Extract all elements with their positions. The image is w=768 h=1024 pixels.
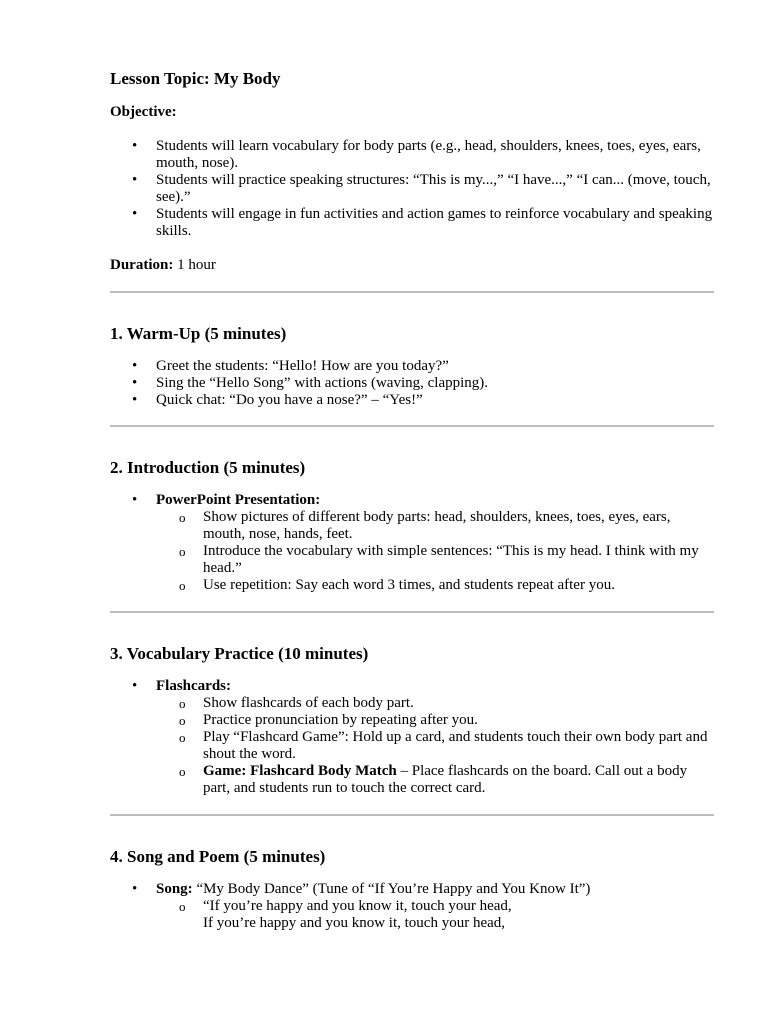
song-heading: 4. Song and Poem (5 minutes) <box>110 847 326 866</box>
document-content <box>110 69 714 932</box>
section-divider <box>110 291 714 293</box>
vocab-list <box>110 678 714 797</box>
section-divider <box>110 814 714 816</box>
list-item: • Quick chat: “Do you have a nose?” – “Yes!” <box>110 392 714 409</box>
vocab-sublist <box>156 695 714 797</box>
list-item: • Greet the students: “Hello! How are you today?” <box>110 358 714 375</box>
sublist-item: o Show flashcards of each body part. <box>110 695 714 712</box>
sublist-item: o Play “Flashcard Game”: Hold up a card, and students touch their own body part and shout the word. <box>110 729 714 763</box>
song-sublist <box>156 898 714 932</box>
sublist-item: o Use repetition: Say each word 3 times, and students repeat after you. <box>110 577 714 594</box>
list-item <box>110 678 714 797</box>
vocab-bullet-label: Flashcards: <box>156 678 231 694</box>
duration-label: Duration: <box>110 257 174 273</box>
game-text: – Place flashcards on the board. Call out a body part, and students run to touch the correct card. <box>203 763 688 796</box>
list-item: • Sing the “Hello Song” with actions (waving, clapping). <box>110 375 714 392</box>
sublist-item: o Practice pronunciation by repeating after you. <box>110 712 714 729</box>
lyric-line: If you’re happy and you know it, touch your head, <box>203 915 506 931</box>
vocab-heading: 3. Vocabulary Practice (10 minutes) <box>110 644 369 663</box>
warmup-list <box>110 358 714 409</box>
intro-bullet-label: PowerPoint Presentation: <box>156 492 321 508</box>
intro-sublist <box>156 509 714 594</box>
list-item: • Students will engage in fun activities and action games to reinforce vocabulary and speaking skills. <box>110 206 714 240</box>
objective-label: Objective: <box>110 104 177 120</box>
duration-line <box>110 257 714 274</box>
intro-list <box>110 492 714 594</box>
intro-heading: 2. Introduction (5 minutes) <box>110 458 306 477</box>
list-item: • Students will learn vocabulary for body parts (e.g., head, shoulders, knees, toes, eyes, ears, mouth, nose). <box>110 138 714 172</box>
lesson-title: Lesson Topic: My Body <box>110 69 281 88</box>
list-item <box>110 881 714 932</box>
sublist-item: o Introduce the vocabulary with simple sentences: “This is my head. I think with my head.” <box>110 543 714 577</box>
section-divider <box>110 425 714 427</box>
song-bullet-label: Song: <box>156 881 193 897</box>
lyric-line: o “If you’re happy and you know it, touch your head, <box>203 898 512 914</box>
sublist-item: o Show pictures of different body parts: head, shoulders, knees, toes, eyes, ears, mouth, nose, hands, feet. <box>110 509 714 543</box>
song-list <box>110 881 714 932</box>
game-label: Game: Flashcard Body Match <box>203 763 397 779</box>
section-divider <box>110 611 714 613</box>
objective-list <box>110 138 714 240</box>
list-item: • Students will practice speaking structures: “This is my...,” “I have...,” “I can... (move, touch, see).” <box>110 172 714 206</box>
list-item <box>110 492 714 594</box>
duration-value: 1 hour <box>173 257 216 273</box>
sublist-item <box>110 763 714 797</box>
song-bullet-text: “My Body Dance” (Tune of “If You’re Happy and You Know It”) <box>192 881 591 897</box>
sublist-item <box>110 898 714 932</box>
warmup-heading: 1. Warm-Up (5 minutes) <box>110 324 287 343</box>
